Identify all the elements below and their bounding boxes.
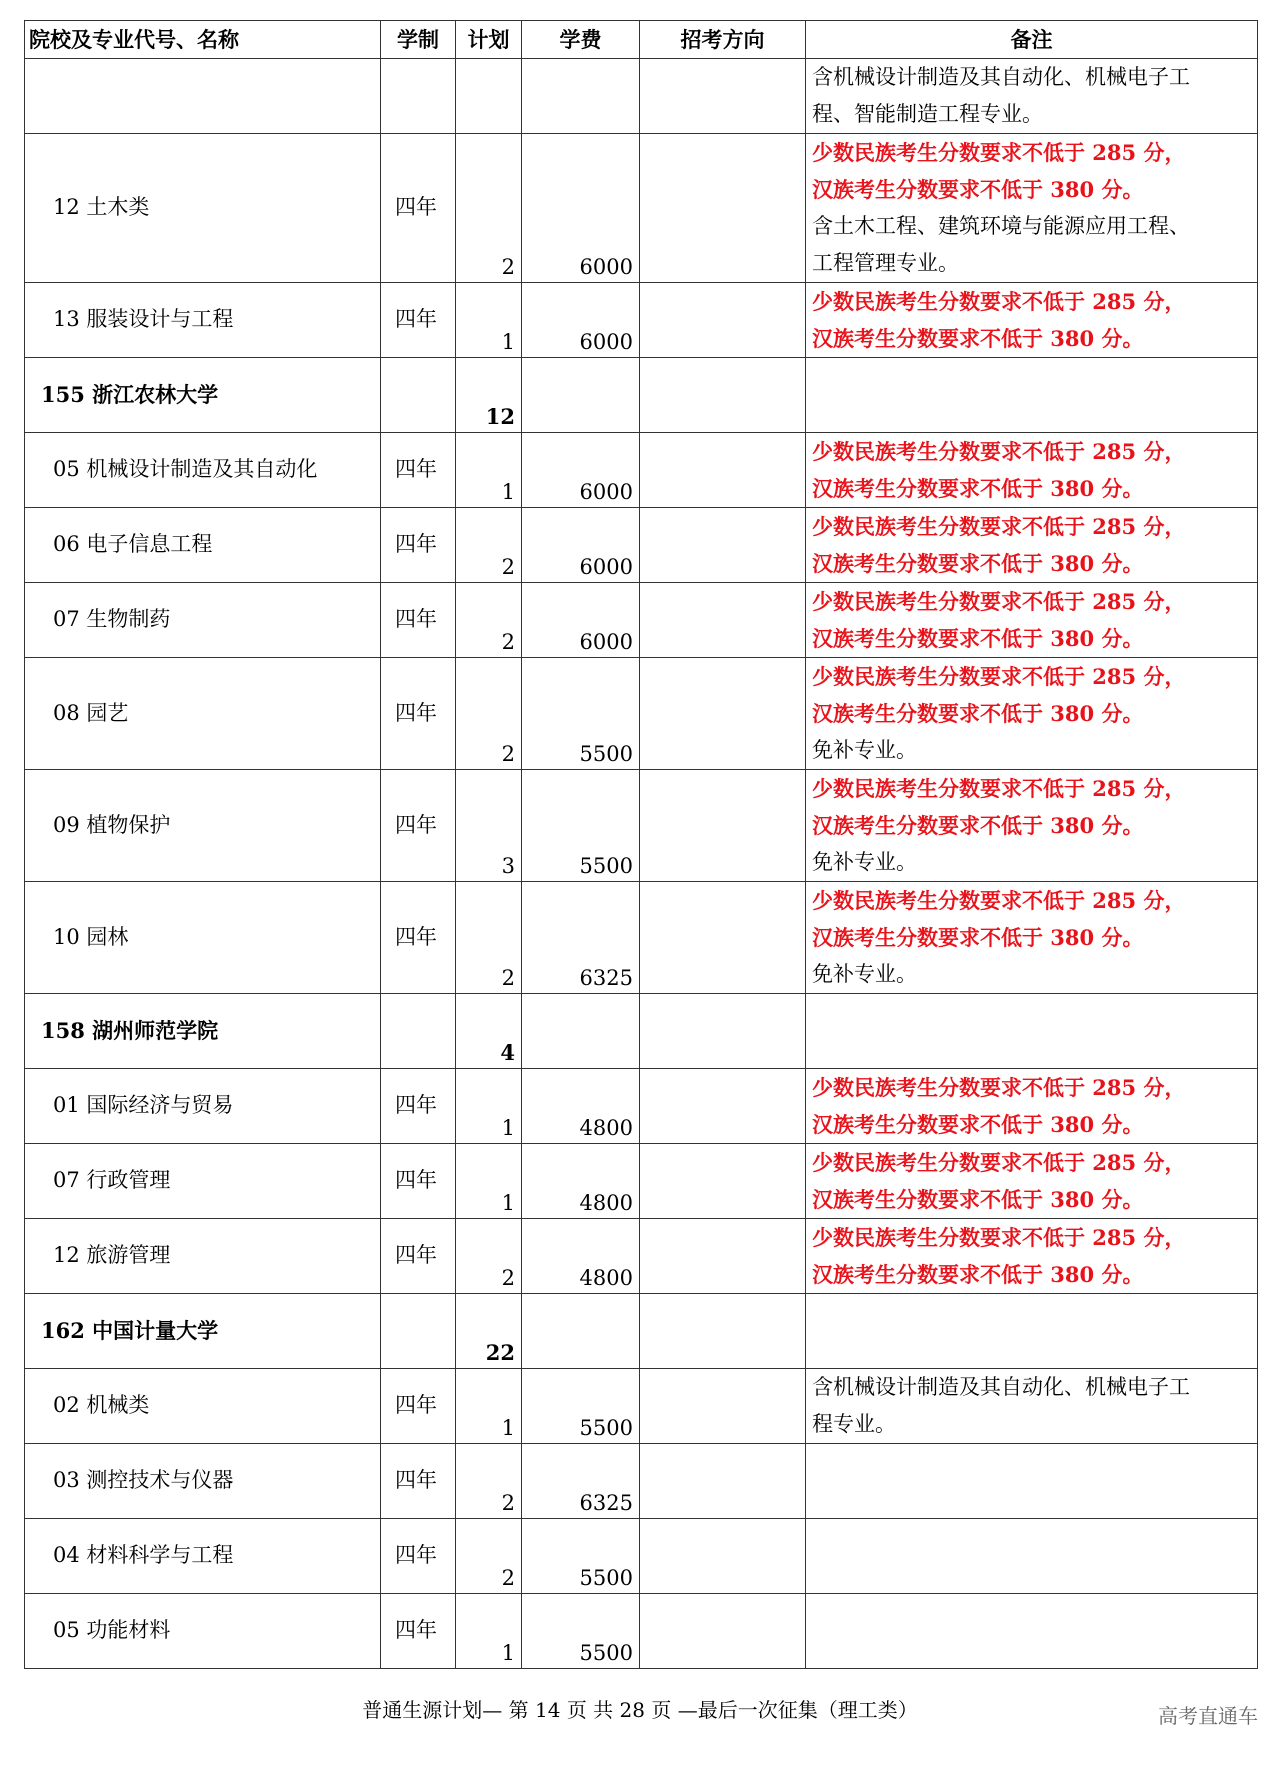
major-name: 01 国际经济与贸易 [53, 1093, 234, 1117]
cell-plan [456, 994, 522, 1069]
table-row [25, 583, 1258, 658]
cell-name [25, 358, 381, 433]
table-row [25, 134, 1258, 283]
table-row [25, 59, 1258, 134]
cell-duration [381, 1069, 456, 1144]
table-row [25, 508, 1258, 583]
note-line-red: 少数民族考生分数要求不低于 285 分， [812, 776, 1186, 801]
cell-name [25, 1594, 381, 1669]
cell-duration [381, 1369, 456, 1444]
major-name: 10 园林 [53, 924, 129, 949]
duration-value: 四年 [395, 812, 437, 837]
cell-direction [640, 1444, 806, 1519]
plan-value: 1 [501, 1191, 515, 1215]
tuition-value: 5500 [579, 1416, 633, 1440]
duration-value: 四年 [395, 1243, 437, 1267]
table-row [25, 1444, 1258, 1519]
cell-name [25, 1144, 381, 1219]
cell-tuition [522, 1594, 640, 1669]
note-line: 程专业。 [812, 1412, 896, 1436]
plan-value: 2 [501, 742, 515, 766]
plan-table [24, 20, 1258, 1669]
cell-tuition [522, 433, 640, 508]
cell-tuition [522, 994, 640, 1069]
note-line-red: 少数民族考生分数要求不低于 285 分， [812, 140, 1186, 165]
table-body [25, 59, 1258, 1669]
cell-duration [381, 358, 456, 433]
cell-name [25, 658, 381, 770]
note-line: 程、智能制造工程专业。 [812, 102, 1043, 126]
table-row [25, 1519, 1258, 1594]
university-row [25, 1294, 1258, 1369]
table-row [25, 1144, 1258, 1219]
cell-name [25, 433, 381, 508]
cell-duration [381, 1144, 456, 1219]
tuition-value: 6000 [579, 630, 633, 654]
note-line-red: 汉族考生分数要求不低于 380 分。 [812, 1262, 1144, 1287]
table-row [25, 658, 1258, 770]
cell-notes [806, 358, 1258, 433]
major-name: 03 测控技术与仪器 [53, 1468, 234, 1492]
cell-duration [381, 433, 456, 508]
major-name: 09 植物保护 [53, 812, 171, 837]
tuition-value: 5500 [579, 742, 633, 766]
cell-direction [640, 882, 806, 994]
note-line-red: 汉族考生分数要求不低于 380 分。 [812, 1112, 1144, 1137]
duration-value: 四年 [395, 457, 437, 481]
university-row [25, 994, 1258, 1069]
major-name: 04 材料科学与工程 [53, 1543, 234, 1567]
cell-direction [640, 134, 806, 283]
col-header-tuition: 学费 [522, 21, 640, 59]
duration-value: 四年 [395, 1618, 437, 1642]
table-row [25, 882, 1258, 994]
duration-value: 四年 [395, 532, 437, 556]
note-line: 含机械设计制造及其自动化、机械电子工 [812, 65, 1190, 89]
cell-direction [640, 358, 806, 433]
note-line-red: 少数民族考生分数要求不低于 285 分， [812, 289, 1186, 314]
cell-notes [806, 583, 1258, 658]
cell-notes [806, 994, 1258, 1069]
plan-value: 2 [501, 966, 515, 990]
cell-plan [456, 1219, 522, 1294]
cell-duration [381, 283, 456, 358]
tuition-value: 6000 [579, 480, 633, 504]
note-line-red: 少数民族考生分数要求不低于 285 分， [812, 888, 1186, 913]
col-header-notes: 备注 [806, 21, 1258, 59]
cell-notes [806, 508, 1258, 583]
note-line: 免补专业。 [812, 738, 917, 762]
cell-notes [806, 1294, 1258, 1369]
col-header-name: 院校及专业代号、名称 [25, 21, 381, 59]
cell-duration [381, 658, 456, 770]
page-footer: 普通生源计划— 第 14 页 共 28 页 —最后一次征集（理工类） [362, 1698, 918, 1722]
tuition-value: 5500 [579, 1566, 633, 1590]
table-row [25, 1369, 1258, 1444]
cell-notes [806, 1069, 1258, 1144]
duration-value: 四年 [395, 307, 437, 331]
cell-plan [456, 1144, 522, 1219]
plan-value: 1 [501, 1641, 515, 1665]
cell-notes [806, 59, 1258, 134]
cell-duration [381, 1219, 456, 1294]
note-line-red: 汉族考生分数要求不低于 380 分。 [812, 1187, 1144, 1212]
duration-value: 四年 [395, 607, 437, 631]
watermark: 高考直通车 [1158, 1704, 1258, 1728]
duration-value: 四年 [395, 924, 437, 949]
cell-plan [456, 770, 522, 882]
cell-notes [806, 134, 1258, 283]
plan-value: 1 [501, 330, 515, 354]
cell-notes [806, 1444, 1258, 1519]
plan-value: 1 [501, 1416, 515, 1440]
note-line-red: 汉族考生分数要求不低于 380 分。 [812, 177, 1144, 202]
cell-direction [640, 658, 806, 770]
col-header-direction: 招考方向 [640, 21, 806, 59]
major-name: 12 旅游管理 [53, 1243, 171, 1267]
duration-value: 四年 [395, 1168, 437, 1192]
cell-direction [640, 994, 806, 1069]
cell-name [25, 508, 381, 583]
cell-tuition [522, 1519, 640, 1594]
cell-tuition [522, 1069, 640, 1144]
cell-duration [381, 770, 456, 882]
cell-tuition [522, 1219, 640, 1294]
cell-name [25, 1294, 381, 1369]
tuition-value: 4800 [579, 1266, 633, 1290]
cell-tuition [522, 583, 640, 658]
cell-notes [806, 658, 1258, 770]
cell-tuition [522, 770, 640, 882]
university-name: 162 中国计量大学 [41, 1318, 219, 1343]
cell-direction [640, 1069, 806, 1144]
plan-value: 2 [501, 630, 515, 654]
duration-value: 四年 [395, 1093, 437, 1117]
table-row [25, 283, 1258, 358]
plan-value: 3 [501, 854, 515, 878]
cell-plan [456, 134, 522, 283]
cell-notes [806, 283, 1258, 358]
cell-duration [381, 882, 456, 994]
cell-notes [806, 1369, 1258, 1444]
cell-notes [806, 1219, 1258, 1294]
header-row [25, 21, 1258, 59]
cell-duration [381, 508, 456, 583]
cell-tuition [522, 283, 640, 358]
note-line-red: 汉族考生分数要求不低于 380 分。 [812, 326, 1144, 351]
cell-duration [381, 1594, 456, 1669]
cell-plan [456, 1594, 522, 1669]
cell-name [25, 583, 381, 658]
cell-plan [456, 283, 522, 358]
cell-tuition [522, 59, 640, 134]
duration-value: 四年 [395, 1543, 437, 1567]
note-line-red: 少数民族考生分数要求不低于 285 分， [812, 589, 1186, 614]
major-name: 12 土木类 [53, 195, 150, 219]
cell-plan [456, 1444, 522, 1519]
plan-value: 2 [501, 255, 515, 279]
cell-direction [640, 1219, 806, 1294]
table-row [25, 1219, 1258, 1294]
note-line-red: 汉族考生分数要求不低于 380 分。 [812, 701, 1144, 726]
note-line-red: 少数民族考生分数要求不低于 285 分， [812, 664, 1186, 689]
cell-name [25, 882, 381, 994]
cell-direction [640, 433, 806, 508]
major-name: 13 服装设计与工程 [53, 307, 234, 331]
plan-value: 4 [500, 1040, 515, 1065]
cell-tuition [522, 508, 640, 583]
cell-direction [640, 508, 806, 583]
duration-value: 四年 [395, 1468, 437, 1492]
cell-direction [640, 770, 806, 882]
table-row [25, 1069, 1258, 1144]
cell-tuition [522, 882, 640, 994]
cell-direction [640, 283, 806, 358]
university-name: 158 湖州师范学院 [41, 1018, 219, 1043]
note-line-red: 少数民族考生分数要求不低于 285 分， [812, 514, 1186, 539]
tuition-value: 4800 [579, 1191, 633, 1215]
cell-direction [640, 59, 806, 134]
cell-duration [381, 59, 456, 134]
cell-plan [456, 1369, 522, 1444]
plan-value: 12 [485, 404, 515, 429]
cell-notes [806, 1519, 1258, 1594]
cell-notes [806, 882, 1258, 994]
plan-value: 22 [485, 1340, 515, 1365]
cell-name [25, 59, 381, 134]
note-line: 免补专业。 [812, 850, 917, 874]
cell-plan [456, 508, 522, 583]
duration-value: 四年 [395, 1393, 437, 1417]
major-name: 07 生物制药 [53, 607, 171, 631]
major-name: 02 机械类 [53, 1393, 150, 1417]
major-name: 07 行政管理 [53, 1168, 171, 1192]
cell-notes [806, 433, 1258, 508]
cell-notes [806, 770, 1258, 882]
cell-duration [381, 1294, 456, 1369]
major-name: 06 电子信息工程 [53, 532, 213, 556]
cell-name [25, 1444, 381, 1519]
cell-tuition [522, 1444, 640, 1519]
cell-direction [640, 1294, 806, 1369]
note-line: 工程管理专业。 [812, 251, 959, 275]
cell-plan [456, 1294, 522, 1369]
cell-direction [640, 1594, 806, 1669]
cell-name [25, 134, 381, 283]
cell-name [25, 994, 381, 1069]
cell-direction [640, 1144, 806, 1219]
note-line-red: 汉族考生分数要求不低于 380 分。 [812, 626, 1144, 651]
cell-plan [456, 1069, 522, 1144]
col-header-duration: 学制 [381, 21, 456, 59]
cell-plan [456, 358, 522, 433]
cell-notes [806, 1144, 1258, 1219]
tuition-value: 6325 [579, 1491, 633, 1515]
cell-duration [381, 1519, 456, 1594]
tuition-value: 5500 [579, 854, 633, 878]
plan-value: 1 [501, 1116, 515, 1140]
note-line: 含土木工程、建筑环境与能源应用工程、 [812, 214, 1190, 238]
table-row [25, 433, 1258, 508]
cell-name [25, 770, 381, 882]
tuition-value: 6000 [579, 555, 633, 579]
plan-value: 2 [501, 1266, 515, 1290]
duration-value: 四年 [395, 195, 437, 219]
note-line: 含机械设计制造及其自动化、机械电子工 [812, 1375, 1190, 1399]
cell-name [25, 1219, 381, 1294]
cell-notes [806, 1594, 1258, 1669]
cell-tuition [522, 134, 640, 283]
tuition-value: 6000 [579, 255, 633, 279]
cell-plan [456, 658, 522, 770]
cell-duration [381, 583, 456, 658]
tuition-value: 6325 [579, 966, 633, 990]
note-line: 免补专业。 [812, 962, 917, 986]
duration-value: 四年 [395, 700, 437, 725]
note-line-red: 少数民族考生分数要求不低于 285 分， [812, 1075, 1186, 1100]
cell-duration [381, 1444, 456, 1519]
cell-plan [456, 882, 522, 994]
table-row [25, 770, 1258, 882]
note-line-red: 汉族考生分数要求不低于 380 分。 [812, 476, 1144, 501]
cell-name [25, 283, 381, 358]
note-line-red: 少数民族考生分数要求不低于 285 分， [812, 439, 1186, 464]
plan-value: 1 [501, 480, 515, 504]
cell-tuition [522, 1144, 640, 1219]
cell-plan [456, 59, 522, 134]
col-header-plan: 计划 [456, 21, 522, 59]
cell-tuition [522, 658, 640, 770]
cell-tuition [522, 1294, 640, 1369]
major-name: 05 功能材料 [53, 1618, 171, 1642]
cell-duration [381, 134, 456, 283]
cell-plan [456, 1519, 522, 1594]
tuition-value: 6000 [579, 330, 633, 354]
cell-plan [456, 433, 522, 508]
note-line-red: 汉族考生分数要求不低于 380 分。 [812, 925, 1144, 950]
cell-direction [640, 1519, 806, 1594]
cell-name [25, 1069, 381, 1144]
tuition-value: 4800 [579, 1116, 633, 1140]
note-line-red: 少数民族考生分数要求不低于 285 分， [812, 1225, 1186, 1250]
tuition-value: 5500 [579, 1641, 633, 1665]
major-name: 05 机械设计制造及其自动化 [53, 457, 318, 481]
cell-name [25, 1519, 381, 1594]
cell-duration [381, 994, 456, 1069]
major-name: 08 园艺 [53, 700, 129, 725]
cell-direction [640, 1369, 806, 1444]
note-line-red: 汉族考生分数要求不低于 380 分。 [812, 551, 1144, 576]
note-line-red: 汉族考生分数要求不低于 380 分。 [812, 813, 1144, 838]
plan-value: 2 [501, 1491, 515, 1515]
cell-plan [456, 583, 522, 658]
table-row [25, 1594, 1258, 1669]
plan-value: 2 [501, 555, 515, 579]
university-name: 155 浙江农林大学 [41, 382, 219, 407]
plan-value: 2 [501, 1566, 515, 1590]
cell-name [25, 1369, 381, 1444]
cell-direction [640, 583, 806, 658]
cell-tuition [522, 1369, 640, 1444]
note-line-red: 少数民族考生分数要求不低于 285 分， [812, 1150, 1186, 1175]
university-row [25, 358, 1258, 433]
cell-tuition [522, 358, 640, 433]
